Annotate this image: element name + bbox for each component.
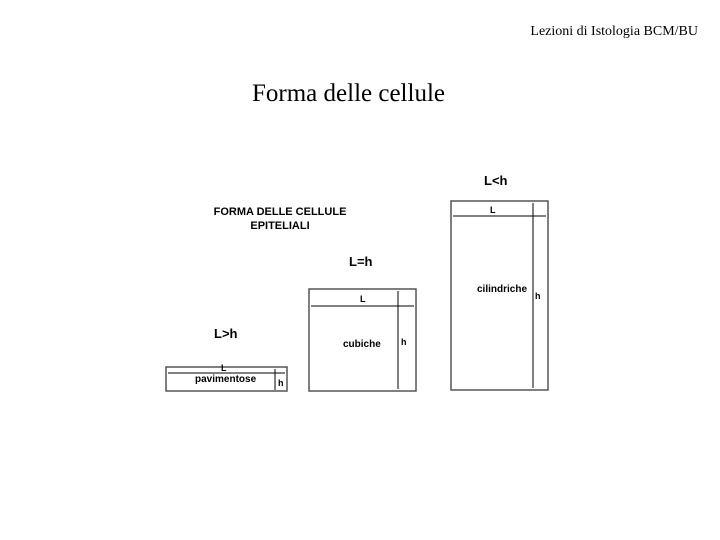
pavimentose-relation-label: L>h (214, 326, 238, 341)
diagram-heading-line2: EPITELIALI (250, 220, 310, 232)
cubiche-name-label: cubiche (343, 339, 381, 350)
pavimentose-length-label: L (221, 363, 227, 373)
cubiche-relation-label: L=h (349, 254, 373, 269)
cilindriche-height-label: h (535, 291, 541, 301)
pavimentose-height-label: h (278, 378, 284, 388)
cilindriche-relation-label: L<h (484, 173, 508, 188)
cilindriche-cell (451, 173, 548, 390)
slide-header: Lezioni di Istologia BCM/BU (530, 24, 698, 39)
cilindriche-name-label: cilindriche (477, 284, 528, 295)
cubiche-cell (309, 254, 416, 391)
cubiche-length-label: L (360, 294, 366, 304)
pavimentose-cell (166, 326, 287, 391)
pavimentose-name-label: pavimentose (195, 374, 257, 385)
cilindriche-length-label: L (490, 205, 496, 215)
cubiche-height-label: h (401, 337, 407, 347)
diagram-heading-line1: FORMA DELLE CELLULE (213, 206, 347, 218)
slide-title: Forma delle cellule (252, 80, 445, 107)
